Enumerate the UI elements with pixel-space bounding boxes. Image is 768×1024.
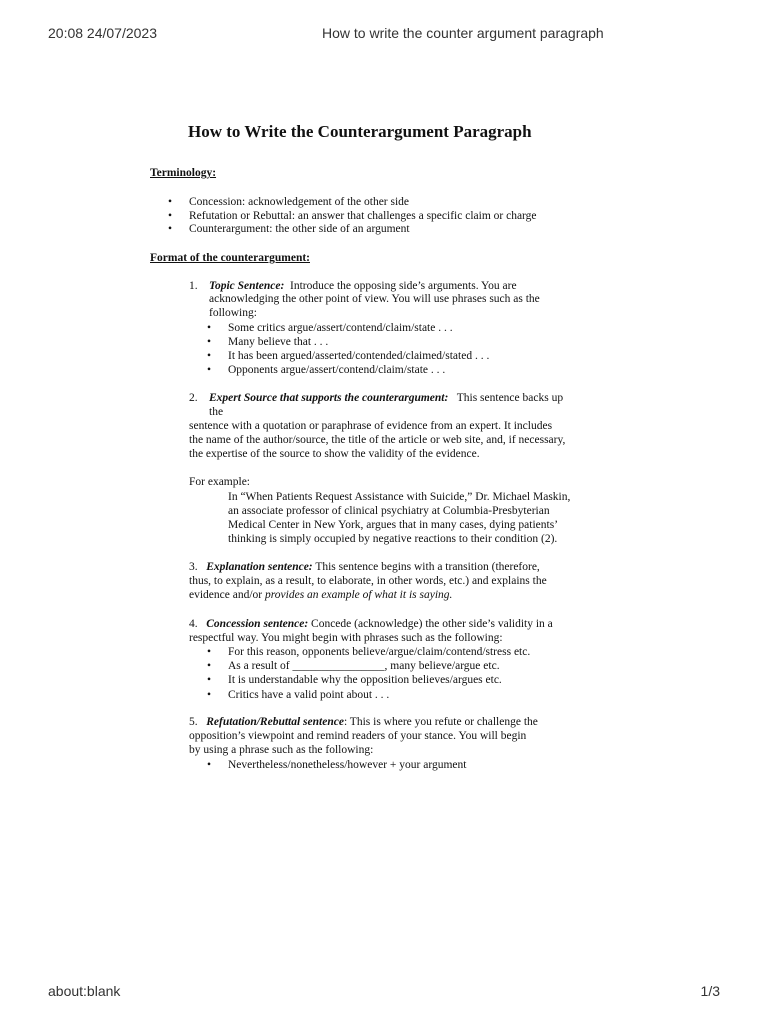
section-number: 3. [189, 561, 198, 573]
section-2-line: Expert Source that supports the counterargument: This sentence backs up [209, 392, 564, 404]
section-3-line: thus, to explain, as a result, to elaborate, in other words, etc.) and explains the [189, 575, 547, 587]
section-2-line: the [209, 406, 224, 418]
section-3-line: evidence and/or provides an example of what it is saying. [189, 589, 453, 601]
section-1-line: Topic Sentence: Introduce the opposing side’s arguments. You are [209, 280, 517, 292]
section-5-line: by using a phrase such as the following: [189, 744, 374, 756]
example-quote-line: In “When Patients Request Assistance with Suicide,” Dr. Michael Maskin, [228, 491, 571, 503]
phrase-bullet: • It has been argued/asserted/contended/claimed/stated . . . [228, 349, 489, 363]
section-number: 2. [189, 392, 198, 404]
section-number: 1. [189, 280, 198, 292]
section-1-line: acknowledging the other point of view. You will use phrases such as the [209, 293, 540, 305]
phrase-bullet: • Critics have a valid point about . . . [228, 688, 389, 702]
example-quote-line: Medical Center in New York, argues that in many cases, dying patients’ [228, 519, 559, 531]
print-footer-url: about:blank [48, 983, 121, 999]
print-header-datetime: 20:08 24/07/2023 [48, 25, 157, 41]
section-2-line: the expertise of the source to show the validity of the evidence. [189, 448, 480, 460]
phrase-bullet: • Many believe that . . . [228, 335, 328, 349]
print-footer-page-number: 1/3 [700, 983, 720, 999]
phrase-bullet: • As a result of ________________, many believe/argue etc. [228, 659, 500, 673]
phrase-bullet: • Opponents argue/assert/contend/claim/state . . . [228, 363, 445, 377]
terminology-item: • Refutation or Rebuttal: an answer that challenges a specific claim or charge [189, 209, 537, 223]
concession-sentence-label: Concession sentence: [206, 618, 309, 630]
refutation-sentence-label: Refutation/Rebuttal sentence [206, 716, 344, 728]
example-label: For example: [189, 476, 250, 488]
section-4-line: 4. Concession sentence: Concede (acknowledge) the other side’s validity in a [189, 618, 553, 630]
phrase-bullet: • It is understandable why the opposition believes/argues etc. [228, 673, 502, 687]
section-4-line: respectful way. You might begin with phrases such as the following: [189, 632, 503, 644]
example-quote-line: an associate professor of clinical psychiatry at Columbia-Presbyterian [228, 505, 550, 517]
format-heading: Format of the counterargument: [150, 252, 310, 264]
explanation-sentence-label: Explanation sentence: [206, 561, 313, 573]
expert-source-label: Expert Source that supports the counterargument: [209, 392, 449, 404]
section-5-line: opposition’s viewpoint and remind readers of your stance. You will begin [189, 730, 527, 742]
section-5-line: 5. Refutation/Rebuttal sentence: This is where you refute or challenge the [189, 716, 538, 728]
section-number: 5. [189, 716, 198, 728]
section-2-line: sentence with a quotation or paraphrase of evidence from an expert. It includes [189, 420, 553, 432]
terminology-item: • Counterargument: the other side of an argument [189, 222, 410, 236]
document-title: How to Write the Counterargument Paragraph [188, 122, 532, 141]
example-quote-line: thinking is simply occupied by negative reactions to their condition (2). [228, 533, 558, 545]
section-2-line: the name of the author/source, the title of the article or web site, and, if necessary, [189, 434, 566, 446]
section-3-line: 3. Explanation sentence: This sentence begins with a transition (therefore, [189, 561, 540, 573]
phrase-bullet: • For this reason, opponents believe/argue/claim/contend/stress etc. [228, 645, 530, 659]
phrase-bullet: • Some critics argue/assert/contend/claim/state . . . [228, 321, 453, 335]
phrase-bullet: • Nevertheless/nonetheless/however + your argument [228, 758, 466, 772]
terminology-item: • Concession: acknowledgement of the other side [189, 195, 409, 209]
topic-sentence-label: Topic Sentence: [209, 280, 285, 292]
section-1-line: following: [209, 307, 257, 319]
terminology-heading: Terminology: [150, 167, 217, 179]
section-number: 4. [189, 618, 198, 630]
print-header-title: How to write the counter argument paragraph [322, 25, 604, 41]
